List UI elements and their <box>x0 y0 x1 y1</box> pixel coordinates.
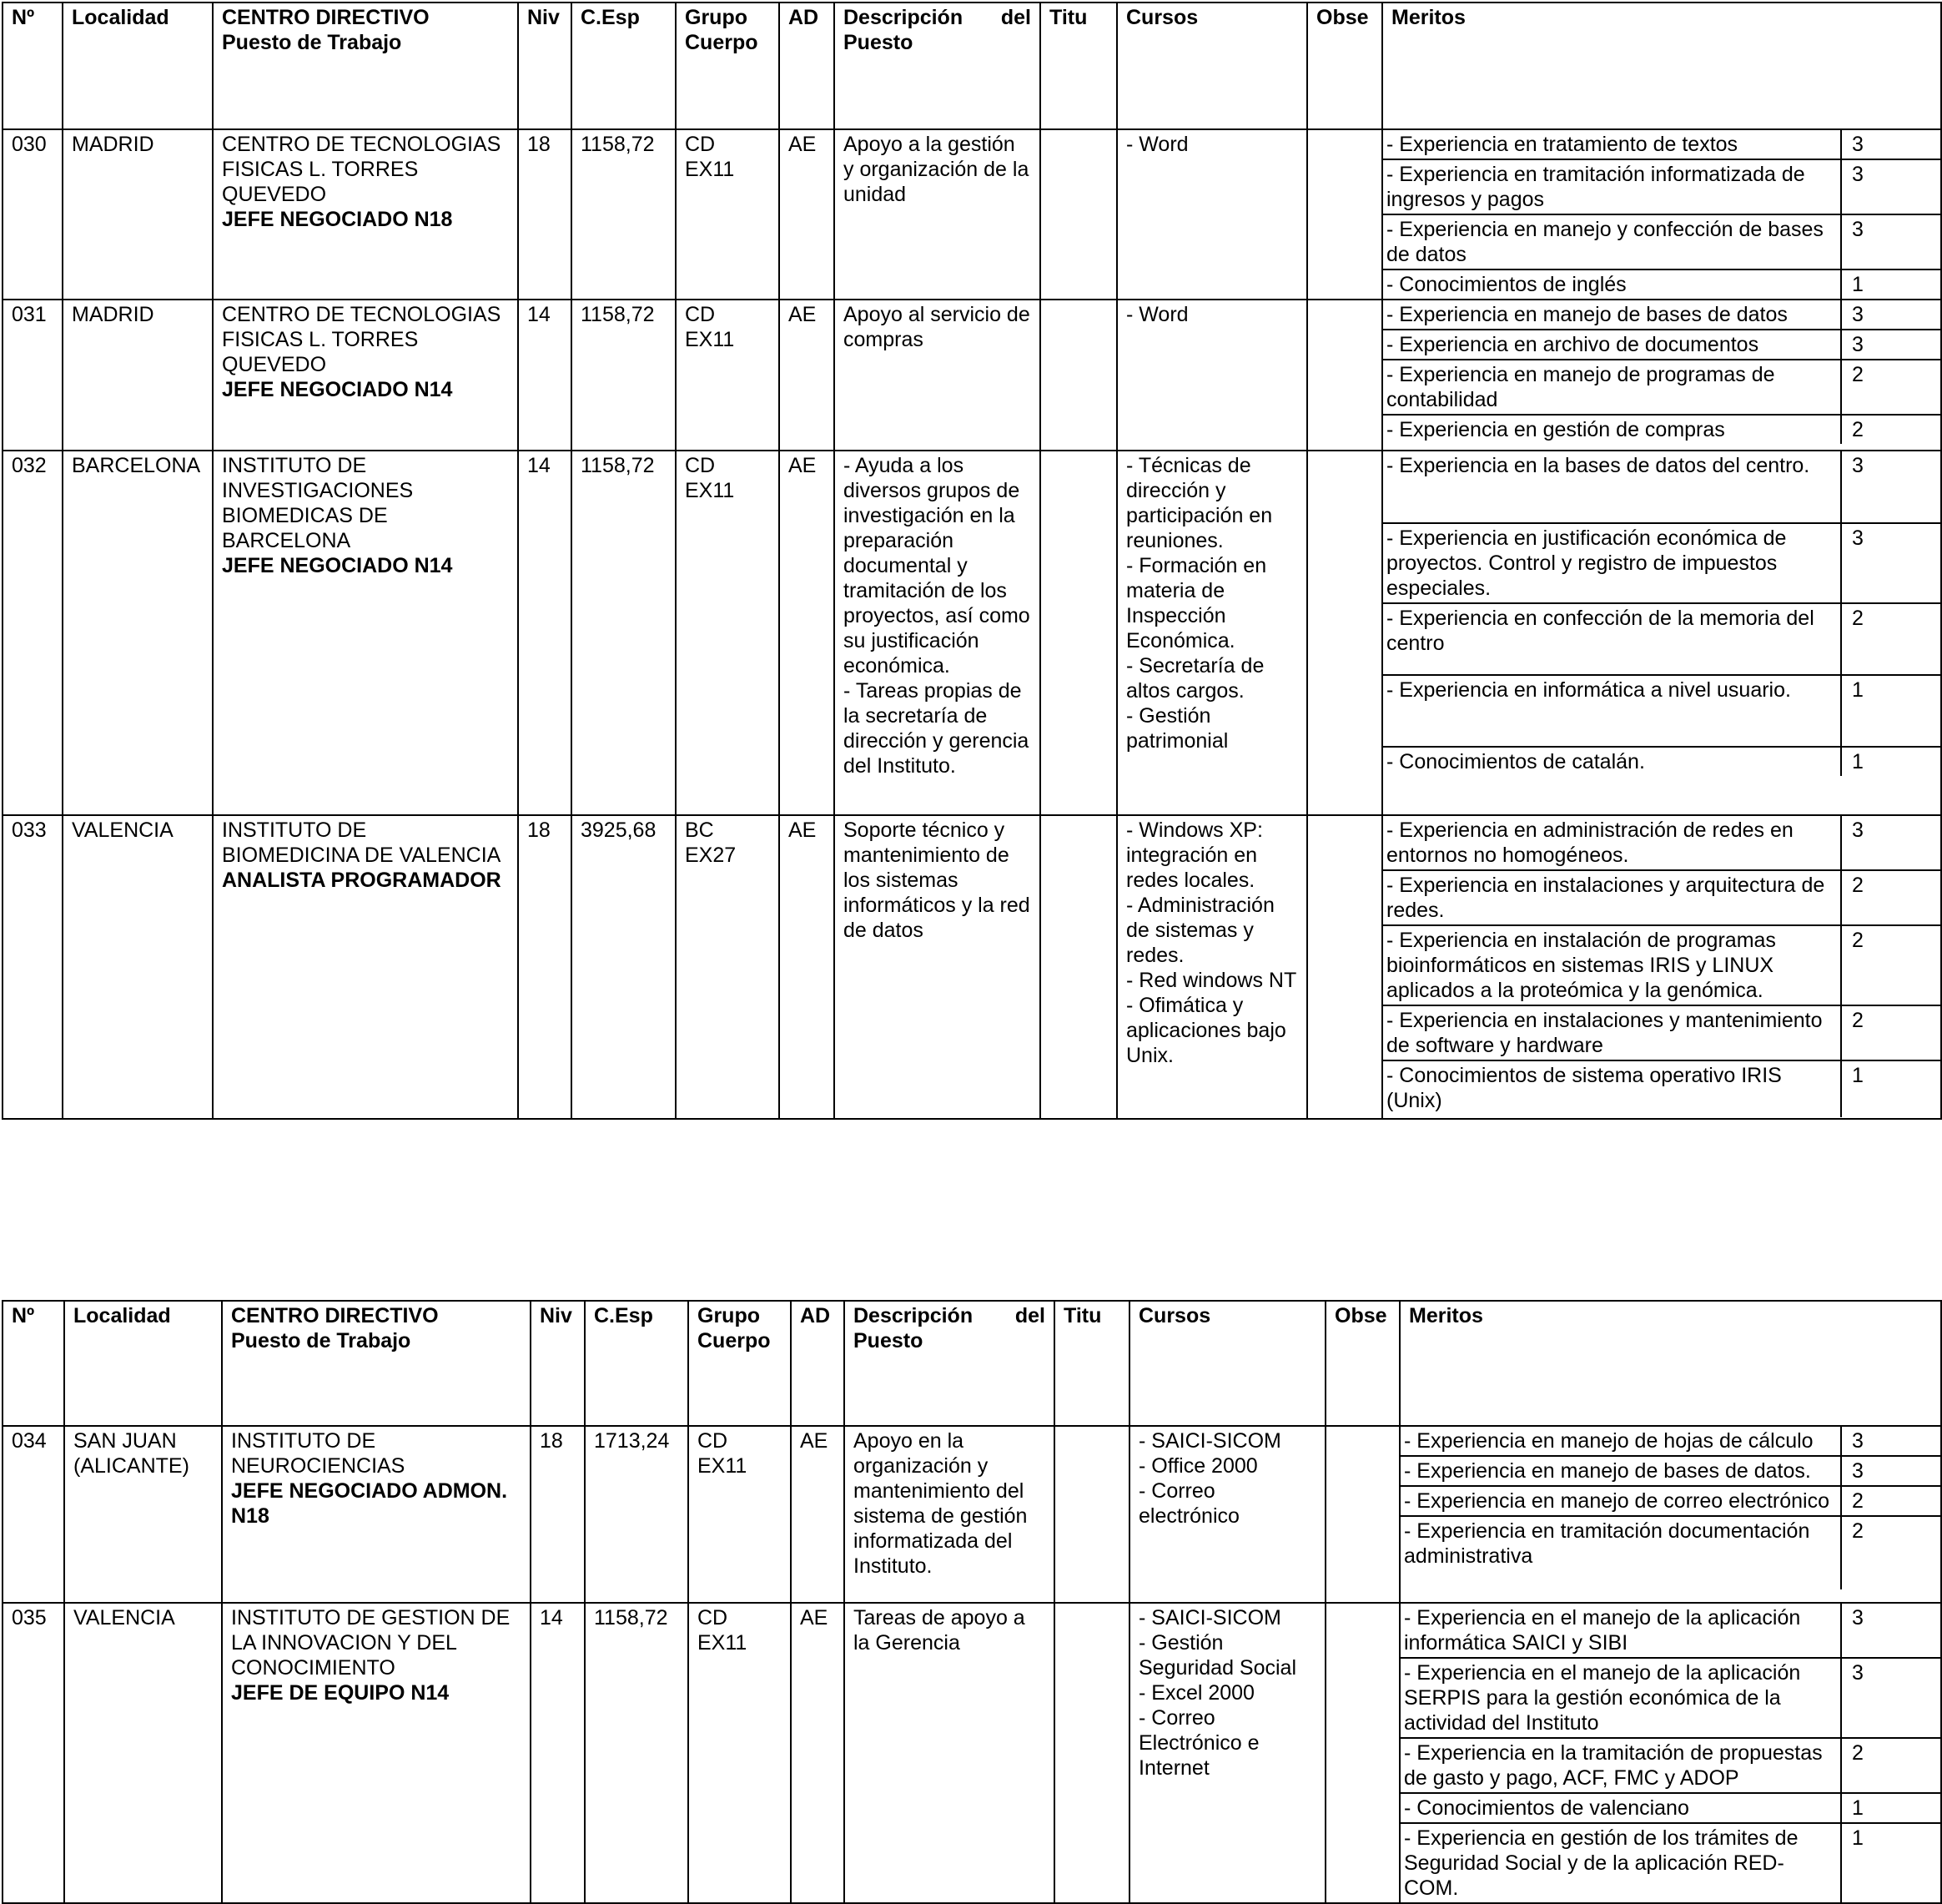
merit-item <box>1383 870 1940 925</box>
merit-score: 1 <box>1841 269 1940 299</box>
header-titu: Titu <box>1040 3 1117 129</box>
merit-item <box>1383 451 1940 523</box>
cell-localidad: BARCELONA <box>63 451 213 815</box>
merit-score: 3 <box>1841 1658 1940 1738</box>
cell-titu <box>1040 300 1117 451</box>
cell-titu <box>1040 815 1117 1119</box>
merit-text: - Conocimientos de catalán. <box>1386 750 1645 773</box>
merit-text: - Experiencia en tramitación informatizada de ingresos y pagos <box>1383 159 1841 214</box>
merit-item <box>1383 747 1940 776</box>
header-puesto-trabajo: Puesto de Trabajo <box>231 1329 411 1352</box>
merit-item <box>1401 1738 1940 1793</box>
merit-score: 2 <box>1841 870 1940 925</box>
merit-item <box>1383 130 1940 159</box>
cell-titu <box>1054 1603 1129 1903</box>
merit-item <box>1401 1516 1940 1589</box>
cell-meritos <box>1400 1426 1941 1603</box>
merit-item <box>1383 523 1940 603</box>
cell-grupo-cuerpo <box>688 1603 791 1903</box>
cell-ad: AE <box>779 129 834 300</box>
cell-niv: 14 <box>518 451 571 815</box>
header-ad: AD <box>791 1301 844 1426</box>
merit-score: 2 <box>1841 603 1940 675</box>
merits-list <box>1383 300 1940 444</box>
merit-score: 3 <box>1841 451 1940 523</box>
merit-text: - Conocimientos de sistema operativo IRIS (Unix) <box>1386 1064 1782 1112</box>
cell-no: 034 <box>3 1426 64 1603</box>
cell-obse <box>1326 1426 1400 1603</box>
cell-no: 031 <box>3 300 63 451</box>
merit-item <box>1383 1060 1940 1117</box>
cell-localidad: VALENCIA <box>63 815 213 1119</box>
merit-text: - Experiencia en instalaciones y arquitectura de redes. <box>1383 870 1841 925</box>
merit-item <box>1383 415 1940 444</box>
merit-score: 3 <box>1841 330 1940 360</box>
cell-descripcion: Apoyo a la gestión y organización de la unidad <box>834 129 1040 300</box>
header-centro-directivo: CENTRO DIRECTIVO <box>231 1304 439 1327</box>
merit-score: 2 <box>1841 925 1940 1005</box>
header-niv: Niv <box>518 3 571 129</box>
merit-score: 1 <box>1841 747 1940 776</box>
cell-cesp: 1158,72 <box>571 451 676 815</box>
table-header-row <box>3 3 1941 129</box>
merit-item <box>1401 1823 1940 1902</box>
merit-item <box>1401 1486 1940 1516</box>
header-titu: Titu <box>1054 1301 1129 1426</box>
header-meritos: Meritos <box>1400 1301 1941 1426</box>
merit-text: - Experiencia en manejo de hojas de cálculo <box>1401 1427 1841 1456</box>
table-row <box>3 451 1941 815</box>
positions-table-1 <box>2 2 1942 1120</box>
centro-directivo: CENTRO DE TECNOLOGIAS FISICAS L. TORRES QUEVEDO <box>222 133 501 206</box>
merits-list <box>1383 451 1940 776</box>
merit-score: 3 <box>1841 1604 1940 1658</box>
table-row <box>3 815 1941 1119</box>
table-row <box>3 300 1941 451</box>
cell-centro <box>222 1603 531 1903</box>
header-centro <box>213 3 518 129</box>
merit-text: - Experiencia en la bases de datos del centro. <box>1383 451 1841 523</box>
cell-cursos: - Técnicas de dirección y participación en reuniones. - Formación en materia de Inspección Económica. - Secretaría de altos cargos. - Gestión patrimonial <box>1117 451 1307 815</box>
cell-ad: AE <box>791 1426 844 1603</box>
cell-meritos <box>1382 129 1941 300</box>
merit-text: - Experiencia en gestión de los trámites de Seguridad Social y de la aplicación RED-COM. <box>1404 1826 1799 1900</box>
merit-text: - Experiencia en el manejo de la aplicación informática SAICI y SIBI <box>1401 1604 1841 1658</box>
merit-score: 3 <box>1841 816 1940 870</box>
merit-text: - Experiencia en manejo de bases de datos. <box>1401 1456 1841 1486</box>
merit-item <box>1383 675 1940 747</box>
merit-text: - Experiencia en manejo de programas de contabilidad <box>1383 360 1841 415</box>
header-del-word: del <box>1014 1304 1045 1327</box>
merit-item <box>1383 159 1940 214</box>
merits-list <box>1383 130 1940 299</box>
cuerpo: EX11 <box>685 479 735 502</box>
merit-text: - Experiencia en manejo de correo electrónico <box>1401 1486 1841 1516</box>
merit-text: - Experiencia en confección de la memoria del centro <box>1383 603 1841 675</box>
cell-grupo-cuerpo <box>688 1426 791 1603</box>
centro-directivo: CENTRO DE TECNOLOGIAS FISICAS L. TORRES QUEVEDO <box>222 303 501 376</box>
centro-directivo: INSTITUTO DE BIOMEDICINA DE VALENCIA <box>222 819 501 867</box>
centro-directivo: INSTITUTO DE INVESTIGACIONES BIOMEDICAS DE BARCELONA <box>222 454 414 552</box>
merit-text: - Experiencia en manejo de bases de datos <box>1383 300 1841 330</box>
table-header-row <box>3 1301 1941 1426</box>
centro-directivo: INSTITUTO DE NEUROCIENCIAS <box>231 1429 405 1478</box>
merit-item <box>1383 603 1940 675</box>
cell-grupo-cuerpo <box>676 129 779 300</box>
header-obse: Obse <box>1326 1301 1400 1426</box>
cell-descripcion: Apoyo en la organización y mantenimiento del sistema de gestión informatizada del Instituto. <box>844 1426 1054 1603</box>
merit-score: 2 <box>1841 415 1940 444</box>
merit-score: 3 <box>1841 1456 1940 1486</box>
header-cesp: C.Esp <box>571 3 676 129</box>
merit-score: 2 <box>1841 1516 1940 1589</box>
cell-niv: 14 <box>518 300 571 451</box>
grupo: BC <box>685 819 714 842</box>
cell-ad: AE <box>779 300 834 451</box>
merit-item <box>1383 300 1940 330</box>
table-row <box>3 1603 1941 1903</box>
grupo: CD <box>697 1429 728 1453</box>
merit-item <box>1401 1456 1940 1486</box>
grupo: CD <box>685 133 716 156</box>
merit-text: - Experiencia en instalación de programas bioinformáticos en sistemas IRIS y LINUX aplicados a la proteómica y la genómica. <box>1383 925 1841 1005</box>
puesto-trabajo: JEFE DE EQUIPO N14 <box>231 1681 450 1705</box>
header-descripcion-word: Descripción <box>853 1304 974 1327</box>
cell-cursos: - Windows XP: integración en redes locales. - Administración de sistemas y redes. - Red windows NT - Ofimática y aplicaciones bajo Unix. <box>1117 815 1307 1119</box>
merit-score: 3 <box>1841 523 1940 603</box>
header-no: Nº <box>3 3 63 129</box>
merit-score: 1 <box>1841 1793 1940 1823</box>
merit-text: - Experiencia en justificación económica de proyectos. Control y registro de impuestos especiales. <box>1383 523 1841 603</box>
cuerpo: EX11 <box>697 1631 747 1655</box>
cell-descripcion: Soporte técnico y mantenimiento de los sistemas informáticos y la red de datos <box>834 815 1040 1119</box>
cell-descripcion: - Ayuda a los diversos grupos de investigación en la preparación documental y tramitación de los proyectos, así como su justificación económica. - Tareas propias de la secretaría de dirección y gerencia del Instituto. <box>834 451 1040 815</box>
cell-no: 032 <box>3 451 63 815</box>
cell-centro <box>213 129 518 300</box>
merit-item <box>1383 1005 1940 1060</box>
puesto-trabajo: JEFE NEGOCIADO N14 <box>222 554 453 577</box>
header-cuerpo: Cuerpo <box>697 1329 771 1352</box>
header-cesp: C.Esp <box>585 1301 688 1426</box>
header-puesto-word: Puesto <box>853 1329 923 1352</box>
cell-meritos <box>1400 1603 1941 1903</box>
header-del-word: del <box>1000 6 1031 29</box>
header-descripcion <box>844 1301 1054 1426</box>
cuerpo: EX11 <box>685 328 735 351</box>
header-grupo-cuerpo <box>676 3 779 129</box>
cell-cesp: 1713,24 <box>585 1426 688 1603</box>
cell-localidad: VALENCIA <box>64 1603 222 1903</box>
merit-item <box>1383 214 1940 269</box>
merit-score: 3 <box>1841 130 1940 159</box>
cell-ad: AE <box>779 815 834 1119</box>
header-grupo: Grupo <box>685 6 747 29</box>
header-cursos: Cursos <box>1117 3 1307 129</box>
merit-score: 2 <box>1841 360 1940 415</box>
merit-text: - Experiencia en tratamiento de textos <box>1383 130 1841 159</box>
merit-text: - Experiencia en el manejo de la aplicación SERPIS para la gestión económica de la actividad del Instituto <box>1401 1658 1841 1738</box>
merit-item <box>1401 1658 1940 1738</box>
merit-item <box>1401 1793 1940 1823</box>
header-no: Nº <box>3 1301 64 1426</box>
merit-score: 3 <box>1841 214 1940 269</box>
cell-localidad: MADRID <box>63 300 213 451</box>
cuerpo: EX11 <box>685 158 735 181</box>
cell-cesp: 1158,72 <box>585 1603 688 1903</box>
puesto-trabajo: JEFE NEGOCIADO N14 <box>222 378 453 401</box>
merit-text: - Experiencia en la tramitación de propuestas de gasto y pago, ACF, FMC y ADOP <box>1401 1738 1841 1793</box>
merit-score: 2 <box>1841 1738 1940 1793</box>
centro-directivo: INSTITUTO DE GESTION DE LA INNOVACION Y DEL CONOCIMIENTO <box>231 1606 511 1680</box>
header-puesto-trabajo: Puesto de Trabajo <box>222 31 402 54</box>
merit-text: - Experiencia en manejo y confección de bases de datos <box>1383 214 1841 269</box>
merit-text: - Conocimientos de inglés <box>1386 273 1627 296</box>
merits-list <box>1401 1427 1940 1589</box>
merit-score: 3 <box>1841 159 1940 214</box>
cell-grupo-cuerpo <box>676 451 779 815</box>
cell-no: 035 <box>3 1603 64 1903</box>
cell-titu <box>1040 129 1117 300</box>
header-descripcion <box>834 3 1040 129</box>
grupo: CD <box>685 454 716 477</box>
cell-grupo-cuerpo <box>676 815 779 1119</box>
header-centro-directivo: CENTRO DIRECTIVO <box>222 6 430 29</box>
cell-niv: 18 <box>531 1426 585 1603</box>
merits-list <box>1401 1604 1940 1902</box>
cell-cursos: - SAICI-SICOM - Gestión Seguridad Social - Excel 2000 - Correo Electrónico e Internet <box>1129 1603 1326 1903</box>
merit-score: 2 <box>1841 1486 1940 1516</box>
cell-centro <box>213 815 518 1119</box>
merit-text: - Experiencia en archivo de documentos <box>1383 330 1841 360</box>
cell-descripcion: Tareas de apoyo a la Gerencia <box>844 1603 1054 1903</box>
merits-list <box>1383 816 1940 1117</box>
header-meritos: Meritos <box>1382 3 1941 129</box>
merit-score: 3 <box>1841 1427 1940 1456</box>
merit-score: 1 <box>1841 1823 1940 1902</box>
cell-niv: 14 <box>531 1603 585 1903</box>
merit-item <box>1401 1427 1940 1456</box>
cell-centro <box>213 451 518 815</box>
cell-obse <box>1307 300 1382 451</box>
cell-obse <box>1326 1603 1400 1903</box>
cell-no: 030 <box>3 129 63 300</box>
table-row <box>3 129 1941 300</box>
cell-obse <box>1307 451 1382 815</box>
merit-item <box>1383 269 1940 299</box>
merit-item <box>1383 360 1940 415</box>
header-niv: Niv <box>531 1301 585 1426</box>
merit-item <box>1383 925 1940 1005</box>
cell-cursos: - SAICI-SICOM - Office 2000 - Correo electrónico <box>1129 1426 1326 1603</box>
cuerpo: EX11 <box>697 1454 747 1478</box>
header-cuerpo: Cuerpo <box>685 31 758 54</box>
merit-item <box>1383 816 1940 870</box>
cell-meritos <box>1382 815 1941 1119</box>
cell-localidad: MADRID <box>63 129 213 300</box>
merit-text: - Conocimientos de valenciano <box>1401 1793 1841 1823</box>
grupo: CD <box>685 303 716 326</box>
puesto-trabajo: JEFE NEGOCIADO N18 <box>222 208 453 231</box>
cell-centro <box>213 300 518 451</box>
cell-grupo-cuerpo <box>676 300 779 451</box>
merit-score: 2 <box>1841 1005 1940 1060</box>
cell-cursos: - Word <box>1117 129 1307 300</box>
cell-cesp: 1158,72 <box>571 300 676 451</box>
merit-score: 3 <box>1841 300 1940 330</box>
header-ad: AD <box>779 3 834 129</box>
positions-table-2 <box>2 1300 1942 1904</box>
grupo: CD <box>697 1606 728 1629</box>
cell-meritos <box>1382 451 1941 815</box>
puesto-trabajo: ANALISTA PROGRAMADOR <box>222 869 501 892</box>
header-localidad: Localidad <box>63 3 213 129</box>
header-grupo-cuerpo <box>688 1301 791 1426</box>
cuerpo: EX27 <box>685 844 737 867</box>
merit-text: - Experiencia en gestión de compras <box>1386 418 1725 441</box>
merit-text: - Experiencia en instalaciones y mantenimiento de software y hardware <box>1383 1005 1841 1060</box>
cell-ad: AE <box>791 1603 844 1903</box>
merit-text: - Experiencia en administración de redes en entornos no homogéneos. <box>1383 816 1841 870</box>
cell-cesp: 1158,72 <box>571 129 676 300</box>
header-descripcion-word: Descripción <box>843 6 963 29</box>
merit-text: - Experiencia en informática a nivel usuario. <box>1383 675 1841 747</box>
header-localidad: Localidad <box>64 1301 222 1426</box>
cell-cesp: 3925,68 <box>571 815 676 1119</box>
cell-obse <box>1307 815 1382 1119</box>
cell-descripcion: Apoyo al servicio de compras <box>834 300 1040 451</box>
cell-niv: 18 <box>518 815 571 1119</box>
merit-text: - Experiencia en tramitación documentación administrativa <box>1404 1519 1810 1568</box>
cell-cursos: - Word <box>1117 300 1307 451</box>
cell-localidad: SAN JUAN (ALICANTE) <box>64 1426 222 1603</box>
cell-niv: 18 <box>518 129 571 300</box>
cell-titu <box>1040 451 1117 815</box>
header-obse: Obse <box>1307 3 1382 129</box>
merit-item <box>1383 330 1940 360</box>
cell-meritos <box>1382 300 1941 451</box>
cell-centro <box>222 1426 531 1603</box>
table-row <box>3 1426 1941 1603</box>
cell-titu <box>1054 1426 1129 1603</box>
header-grupo: Grupo <box>697 1304 760 1327</box>
cell-obse <box>1307 129 1382 300</box>
header-cursos: Cursos <box>1129 1301 1326 1426</box>
puesto-trabajo: JEFE NEGOCIADO ADMON. N18 <box>231 1479 508 1528</box>
cell-no: 033 <box>3 815 63 1119</box>
merit-score: 1 <box>1841 675 1940 747</box>
cell-ad: AE <box>779 451 834 815</box>
merit-item <box>1401 1604 1940 1658</box>
header-centro <box>222 1301 531 1426</box>
header-puesto-word: Puesto <box>843 31 913 54</box>
merit-score: 1 <box>1841 1060 1940 1117</box>
